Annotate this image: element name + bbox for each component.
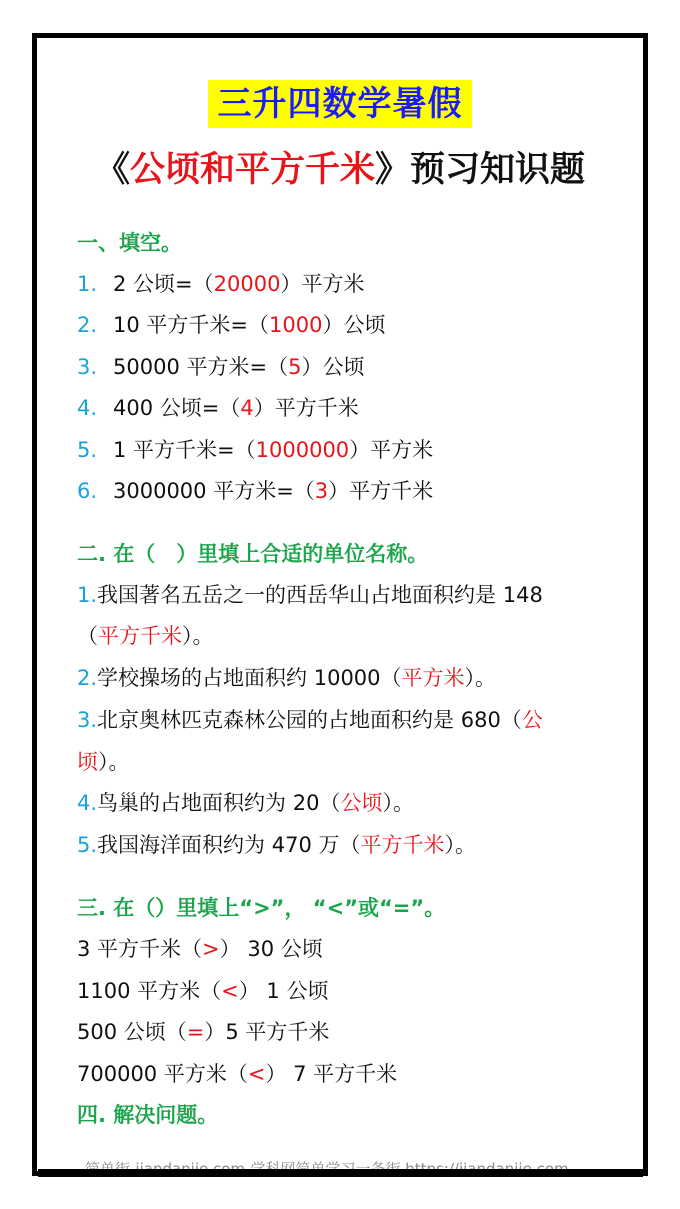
unit-item-1: 1.我国著名五岳之一的西岳华山占地面积约是 148 [77,583,543,607]
answer: 1000000 [255,438,350,462]
answer: 公顷 [340,791,383,815]
answer: = [186,1020,205,1044]
fill-item-6: 6. 3000000 平方米=（3）平方千米 [77,479,434,503]
title-bracket-open: 《 [94,150,130,190]
fill-item-2: 2. 10 平方千米=（1000）公顷 [77,313,386,337]
section2-heading: 二. 在（ ）里填上合适的单位名称。 [77,542,429,566]
answer: 平方米 [401,666,465,690]
answer: 平方千米 [360,833,445,857]
section4-heading: 四. 解决问题。 [77,1103,219,1127]
fill-item-4: 4. 400 公顷=（4）平方千米 [77,396,359,420]
answer: < [247,1062,266,1086]
unit-item-2: 2.学校操场的占地面积约 10000（平方米）。 [77,666,497,690]
answer: 20000 [213,272,281,296]
section3-heading: 三. 在（）里填上“>”， “<”或“=”。 [77,896,446,920]
unit-item-4: 4.鸟巢的占地面积约为 20（公顷）。 [77,791,414,815]
title-grade: 三升四数学暑假 [208,80,472,128]
unit-item-5: 5.我国海洋面积约为 470 万（平方千米）。 [77,833,476,857]
title-rest: 预习知识题 [410,150,586,190]
fill-item-1: 1. 2 公顷=（20000）平方米 [77,272,365,296]
answer: 3 [314,479,329,503]
title-topic: 公顷和平方千米 [129,150,375,190]
fill-item-3: 3. 50000 平方米=（5）公顷 [77,355,365,379]
fill-item-5: 5. 1 平方千米=（1000000）平方米 [77,438,434,462]
answer: 1000 [269,313,323,337]
compare-item-3: 500 公顷（=）5 平方千米 [77,1020,330,1044]
answer: 5 [288,355,302,379]
title-bracket-close: 》 [375,150,411,190]
compare-item-4: 700000 平方米（<） 7 平方千米 [77,1062,398,1086]
answer: 平方千米 [98,624,182,648]
answer: > [202,937,220,961]
unit-item-3-cont: 顷）。 [77,750,130,774]
unit-item-1-cont: （平方千米）。 [77,624,214,648]
answer: < [221,979,239,1003]
title-main [0,148,680,192]
bottom-border [38,1169,643,1177]
answer: 4 [240,396,254,420]
compare-item-1: 3 平方千米（>） 30 公顷 [77,937,323,961]
compare-item-2: 1100 平方米（<） 1 公顷 [77,979,329,1003]
answer: 公 [521,708,543,732]
section1-heading: 一、填空。 [77,231,182,255]
unit-item-3: 3.北京奥林匹克森林公园的占地面积约是 680（公 [77,708,543,732]
answer: 顷 [77,750,98,774]
